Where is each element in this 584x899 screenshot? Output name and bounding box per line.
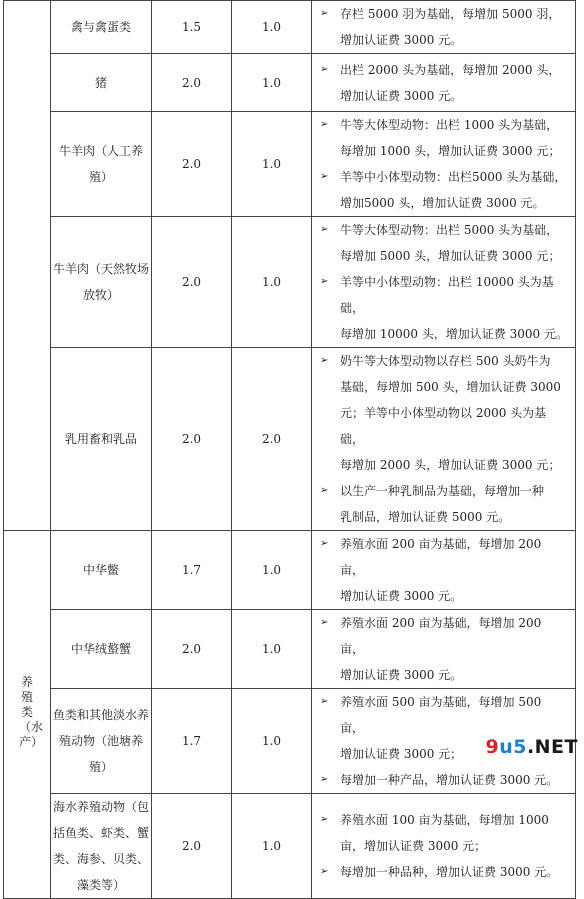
coefficient-cell: 2.0 [232, 348, 312, 531]
arrow-bullet-icon: ➢ [320, 8, 329, 19]
list-item-continuation: 增加5000 头，增加认证费 3000 元。 [340, 196, 545, 210]
coefficient-cell: 1.0 [232, 217, 312, 348]
coefficient-cell: 1.0 [232, 54, 312, 112]
coefficient-cell: 1.7 [152, 689, 232, 794]
description-cell [312, 217, 576, 348]
fee-table [3, 0, 576, 899]
coefficient-cell: 1.5 [152, 1, 232, 54]
coefficient-cell: 2.0 [152, 610, 232, 689]
description-cell [312, 794, 576, 899]
arrow-bullet-icon: ➢ [320, 774, 329, 785]
watermark-part: .NET [526, 736, 578, 758]
coefficient-cell: 2.0 [152, 794, 232, 899]
list-item: ➢ 每增加一种产品，增加认证费 3000 元。 [318, 767, 569, 793]
list-item: ➢ 以生产一种乳制品为基础，每增加一种 [318, 478, 569, 504]
arrow-bullet-icon: ➢ [320, 617, 329, 628]
arrow-bullet-icon: ➢ [320, 355, 329, 366]
list-item: ➢ 每增加一种品种，增加认证费 3000 元。 [318, 859, 569, 885]
coefficient-cell: 2.0 [152, 217, 232, 348]
category-cell: 中华绒螯蟹 [51, 610, 152, 689]
list-item: ➢ 养殖水面 200 亩为基础，每增加 200 亩， [318, 531, 569, 583]
list-item: ➢ 养殖水面 200 亩为基础，每增加 200 亩， [318, 610, 569, 662]
table-row [4, 54, 576, 112]
arrow-bullet-icon: ➢ [320, 866, 329, 877]
list-item: ➢ 养殖水面 500 亩为基础，每增加 500 亩， [318, 689, 569, 741]
arrow-bullet-icon: ➢ [320, 276, 329, 287]
arrow-bullet-icon: ➢ [320, 538, 329, 549]
coefficient-cell: 1.0 [232, 689, 312, 794]
list-item: ➢ 出栏 2000 头为基础，每增加 2000 头， [318, 57, 569, 83]
list-item-continuation: 增加认证费 3000 元。 [340, 88, 463, 103]
list-item-continuation: 增加认证费 3000 元； [340, 747, 463, 761]
coefficient-cell: 1.0 [232, 112, 312, 217]
arrow-bullet-icon: ➢ [320, 171, 329, 182]
list-item-continuation: 乳制品，增加认证费 5000 元。 [340, 510, 511, 524]
table-row [4, 610, 576, 689]
list-item-continuation: 增加认证费 3000 元。 [340, 668, 463, 682]
arrow-bullet-icon: ➢ [320, 63, 329, 75]
table-row [4, 531, 576, 610]
description-cell [312, 1, 576, 54]
category-cell: 猪 [51, 54, 152, 112]
coefficient-cell: 2.0 [152, 54, 232, 112]
category-cell: 中华鳖 [51, 531, 152, 610]
description-cell [312, 348, 576, 531]
coefficient-cell: 1.7 [152, 531, 232, 610]
group-label: 养殖类（水产） [19, 674, 44, 749]
list-item: ➢ 牛等大体型动物：出栏 1000 头为基础， [318, 112, 569, 138]
list-item-continuation: 元；羊等中小体型动物以 2000 头为基础， [340, 406, 547, 446]
description-cell [312, 610, 576, 689]
group-cell-livestock [4, 1, 51, 531]
description-cell [312, 531, 576, 610]
table-row [4, 1, 576, 54]
coefficient-cell: 1.0 [232, 610, 312, 689]
description-cell [312, 54, 576, 112]
list-item: ➢ 奶牛等大体型动物以存栏 500 头奶牛为 [318, 348, 569, 374]
coefficient-cell: 1.0 [232, 1, 312, 54]
table-row [4, 217, 576, 348]
watermark-part: u5 [499, 736, 527, 758]
list-item-continuation: 增加认证费 3000 元。 [340, 33, 463, 47]
group-cell-aquaculture [4, 531, 51, 899]
list-item-continuation: 增加认证费 3000 元。 [340, 589, 463, 603]
coefficient-cell: 2.0 [152, 348, 232, 531]
coefficient-cell: 1.0 [232, 794, 312, 899]
arrow-bullet-icon: ➢ [320, 814, 329, 825]
table-row [4, 794, 576, 899]
coefficient-cell: 1.0 [232, 531, 312, 610]
arrow-bullet-icon: ➢ [320, 696, 329, 707]
list-item-continuation: 亩，增加认证费 3000 元； [340, 839, 487, 853]
arrow-bullet-icon: ➢ [320, 119, 329, 130]
list-item-continuation: 每增加 2000 头，增加认证费 3000 元； [340, 458, 561, 472]
watermark-logo [485, 736, 578, 758]
list-item-continuation: 每增加 10000 头，增加认证费 3000 元。 [340, 327, 568, 341]
category-cell: 牛羊肉（天然牧场放牧） [51, 217, 152, 348]
category-cell: 鱼类和其他淡水养殖动物（池塘养殖） [51, 689, 152, 794]
list-item: ➢ 羊等中小体型动物：出栏 10000 头为基础， [318, 269, 569, 321]
category-cell: 海水养殖动物（包括鱼类、虾类、蟹类、海参、贝类、藻类等） [51, 794, 152, 899]
description-cell [312, 112, 576, 217]
list-item: ➢ 存栏 5000 羽为基础，每增加 5000 羽， [318, 1, 569, 27]
table-row [4, 112, 576, 217]
category-cell: 牛羊肉（人工养殖） [51, 112, 152, 217]
list-item-continuation: 每增加 5000 头，增加认证费 3000 元； [340, 249, 561, 263]
list-item: ➢ 养殖水面 100 亩为基础，每增加 1000 [318, 807, 569, 833]
list-item-continuation: 每增加 1000 头，增加认证费 3000 元； [340, 144, 561, 158]
category-cell: 乳用畜和乳品 [51, 348, 152, 531]
arrow-bullet-icon: ➢ [320, 485, 329, 496]
watermark-part: 9 [485, 736, 500, 758]
list-item: ➢ 羊等中小体型动物：出栏5000 头为基础， [318, 164, 569, 190]
list-item-continuation: 基础，每增加 500 头，增加认证费 3000 [340, 380, 561, 394]
table-row [4, 348, 576, 531]
arrow-bullet-icon: ➢ [320, 224, 329, 235]
category-cell: 禽与禽蛋类 [51, 1, 152, 54]
list-item: ➢ 牛等大体型动物：出栏 5000 头为基础， [318, 217, 569, 243]
coefficient-cell: 2.0 [152, 112, 232, 217]
